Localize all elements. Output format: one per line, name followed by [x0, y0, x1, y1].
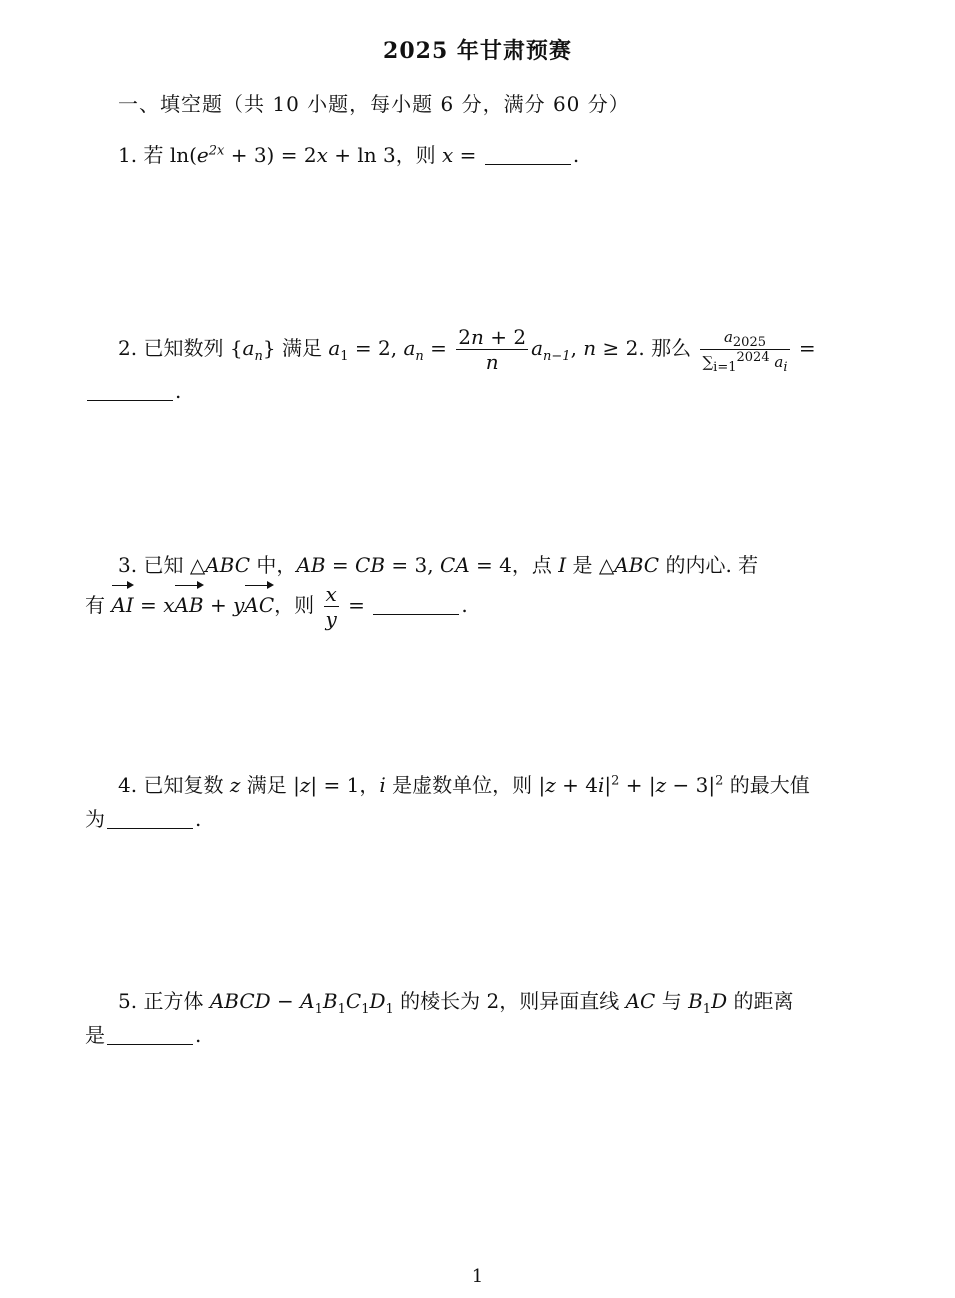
answer-blank[interactable]: [107, 1043, 193, 1045]
question-3: 3. 已知 △ABC 中，AB = CB = 3, CA = 4，点 I 是 △ABC 的内心. 若 有 AI = xAB + yAC，则 $\frac{x}{y}$ = .: [85, 553, 759, 631]
question-5: 5. 正方体 ABCD − $A_1B_1C_1D_1$ 的棱长为 2，则异面直线 AC 与 $B_1D$ 的距离 是 .: [85, 989, 794, 1047]
question-4-number: 4.: [118, 773, 138, 797]
answer-blank[interactable]: [107, 827, 193, 829]
question-4: 4. 已知复数 z 满足 |z| = 1，i 是虚数单位，则 $|z + 4i|^2 + |z - 3|^2$ 的最大值 为 .: [85, 773, 810, 831]
question-2-number: 2.: [118, 336, 138, 360]
answer-blank[interactable]: [485, 163, 571, 165]
page-title: 2025 年甘肃预赛: [383, 38, 572, 64]
page-number: 1: [471, 1266, 484, 1287]
question-2: 2. 已知数列 $\{a_n\}$ 满足 $a_1 = 2$, $a_n$ = $\frac{2n + 2}{n}$ $a_{n-1}$, n ≥ 2. 那么 $\frac{a_{2025}}{\sum_{i=1}^{2024} a_i}$ = .: [85, 322, 880, 408]
question-5-number: 5.: [118, 989, 138, 1013]
question-1: 1. 若 $\ln(e^{2x} + 3) = 2x + \ln 3$，则 x = .: [118, 143, 580, 167]
answer-blank[interactable]: [87, 399, 173, 401]
question-3-number: 3.: [118, 553, 138, 577]
answer-blank[interactable]: [373, 613, 459, 615]
section-heading: 一、填空题（共 10 小题，每小题 6 分，满分 60 分）: [118, 92, 630, 116]
question-1-number: 1.: [118, 143, 138, 167]
